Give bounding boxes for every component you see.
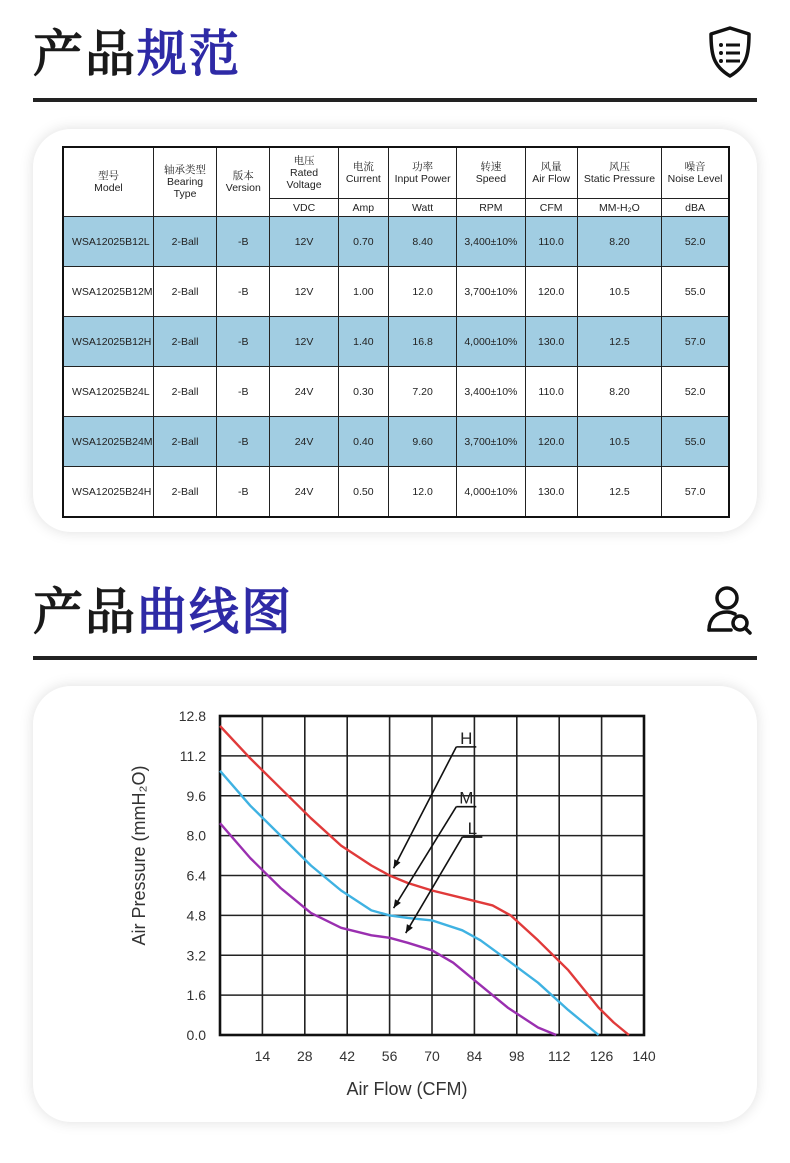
x-tick-label: 14 <box>254 1048 271 1064</box>
series-line-h <box>220 726 629 1035</box>
x-tick-label: 28 <box>297 1048 313 1064</box>
header-cell <box>270 147 338 199</box>
x-tick-label: 70 <box>424 1048 440 1064</box>
model-cell: WSA12025B12H <box>63 317 153 367</box>
unit-cell: CFM <box>525 199 577 217</box>
title-accent-part: 曲线图 <box>137 583 293 641</box>
title-dark-part: 产品 <box>33 25 137 83</box>
table-cell: 52.0 <box>662 367 729 417</box>
table-cell: 3,400±10% <box>457 367 525 417</box>
table-cell: 24V <box>270 367 338 417</box>
table-cell: -B <box>217 367 270 417</box>
annotation-arrowhead <box>394 899 401 908</box>
table-cell: 2-Ball <box>153 317 216 367</box>
header-cn: 风量 <box>540 161 562 173</box>
x-tick-label: 42 <box>339 1048 355 1064</box>
y-tick-label: 9.6 <box>186 787 206 804</box>
table-row <box>63 317 729 367</box>
header-en: Air Flow <box>532 173 571 185</box>
x-tick-label: 126 <box>589 1048 614 1064</box>
header-cn: 风压 <box>608 161 630 173</box>
table-cell: 8.20 <box>577 367 661 417</box>
table-cell: 110.0 <box>525 367 577 417</box>
title-accent-part: 规范 <box>137 25 241 83</box>
unit-cell: RPM <box>457 199 525 217</box>
header-cell <box>388 147 456 199</box>
table-cell: 2-Ball <box>153 417 216 467</box>
table-cell: 12.5 <box>577 317 661 367</box>
model-cell: WSA12025B24H <box>63 467 153 518</box>
table-cell: 24V <box>270 417 338 467</box>
header-cell <box>217 147 270 217</box>
title-dark-part: 产品 <box>33 583 137 641</box>
y-tick-label: 0.0 <box>186 1027 206 1043</box>
table-cell: 55.0 <box>662 417 729 467</box>
table-cell: 4,000±10% <box>457 467 525 518</box>
fan-pq-curve-chart <box>33 686 757 1122</box>
y-tick-label: 11.2 <box>179 747 206 764</box>
chart-card <box>33 686 757 1122</box>
y-tick-label: 8.0 <box>186 827 206 844</box>
spec-section-header <box>33 22 757 102</box>
table-cell: -B <box>217 267 270 317</box>
table-cell: 12.0 <box>388 467 456 518</box>
y-tick-label: 4.8 <box>186 907 206 924</box>
table-cell: 4,000±10% <box>457 317 525 367</box>
unit-cell: VDC <box>270 199 338 217</box>
y-tick-label: 6.4 <box>186 867 206 884</box>
table-cell: 3,400±10% <box>457 217 525 267</box>
header-cn: 版本 <box>232 170 254 182</box>
header-cell <box>457 147 525 199</box>
table-cell: 10.5 <box>577 267 661 317</box>
table-cell: 9.60 <box>388 417 456 467</box>
user-search-icon <box>705 582 755 638</box>
table-row <box>63 217 729 267</box>
header-en: Input Power <box>394 173 451 185</box>
unit-cell: dBA <box>662 199 729 217</box>
header-en: Static Pressure <box>583 173 656 185</box>
x-tick-label: 98 <box>509 1048 525 1064</box>
table-row <box>63 467 729 518</box>
header-cell <box>153 147 216 217</box>
curve-section-title <box>33 580 293 644</box>
x-axis-label: Air Flow (CFM) <box>346 1079 468 1099</box>
header-cn: 电压 <box>293 155 315 167</box>
table-cell: -B <box>217 467 270 518</box>
section-divider <box>33 656 757 660</box>
table-cell: 16.8 <box>388 317 456 367</box>
table-cell: 2-Ball <box>153 217 216 267</box>
model-cell: WSA12025B24L <box>63 367 153 417</box>
table-cell: 12.5 <box>577 467 661 518</box>
header-en: Current <box>345 173 381 185</box>
table-cell: 110.0 <box>525 217 577 267</box>
x-tick-label: 84 <box>466 1048 483 1064</box>
table-row <box>63 367 729 417</box>
header-en: Speed <box>475 173 507 185</box>
header-cell <box>63 147 153 217</box>
model-cell: WSA12025B12L <box>63 217 153 267</box>
table-row <box>63 417 729 467</box>
table-cell: 2-Ball <box>153 467 216 518</box>
curve-section-header <box>33 580 757 660</box>
table-cell: 10.5 <box>577 417 661 467</box>
header-cell <box>662 147 729 199</box>
y-tick-label: 3.2 <box>186 947 206 964</box>
header-en: Noise Level <box>667 173 723 185</box>
table-cell: 120.0 <box>525 267 577 317</box>
table-cell: 2-Ball <box>153 367 216 417</box>
header-en: Version <box>225 182 261 194</box>
curve-label-l: L <box>467 819 478 839</box>
table-cell: 0.40 <box>338 417 388 467</box>
table-cell: 3,700±10% <box>457 417 525 467</box>
table-row <box>63 267 729 317</box>
x-tick-label: 112 <box>548 1048 571 1064</box>
table-cell: 1.40 <box>338 317 388 367</box>
table-cell: 0.50 <box>338 467 388 518</box>
table-cell: 8.40 <box>388 217 456 267</box>
table-cell: 7.20 <box>388 367 456 417</box>
header-en: Model <box>94 182 123 194</box>
table-cell: 3,700±10% <box>457 267 525 317</box>
table-cell: 12.0 <box>388 267 456 317</box>
table-cell: 55.0 <box>662 267 729 317</box>
table-cell: 12V <box>270 267 338 317</box>
header-cell <box>525 147 577 199</box>
table-cell: 24V <box>270 467 338 518</box>
table-cell: 12V <box>270 317 338 367</box>
header-en: Rated Voltage <box>286 167 322 191</box>
spec-section-title <box>33 22 241 86</box>
header-en: Bearing Type <box>166 176 204 200</box>
table-cell: -B <box>217 317 270 367</box>
table-cell: 0.30 <box>338 367 388 417</box>
header-cn: 电流 <box>352 161 374 173</box>
header-cell <box>338 147 388 199</box>
model-cell: WSA12025B24M <box>63 417 153 467</box>
table-cell: -B <box>217 417 270 467</box>
curve-label-m: M <box>459 788 474 808</box>
x-tick-label: 56 <box>381 1048 398 1064</box>
table-cell: 130.0 <box>525 467 577 518</box>
spec-card <box>33 129 757 532</box>
table-cell: 8.20 <box>577 217 661 267</box>
unit-cell: MM-H₂O <box>577 199 661 217</box>
table-cell: -B <box>217 217 270 267</box>
table-cell: 12V <box>270 217 338 267</box>
table-cell: 1.00 <box>338 267 388 317</box>
header-cn: 轴承类型 <box>164 164 207 176</box>
annotation-leader <box>394 747 457 868</box>
y-axis-label: Air Pressure (mmH₂O) <box>129 765 149 946</box>
curve-label-h: H <box>460 728 473 748</box>
unit-cell: Amp <box>338 199 388 217</box>
y-tick-label: 12.8 <box>178 708 206 724</box>
y-tick-label: 1.6 <box>186 987 206 1004</box>
list-shield-icon <box>705 24 755 80</box>
model-cell: WSA12025B12M <box>63 267 153 317</box>
header-cn: 转速 <box>480 161 502 173</box>
unit-cell: Watt <box>388 199 456 217</box>
table-cell: 52.0 <box>662 217 729 267</box>
section-divider <box>33 98 757 102</box>
header-cell <box>577 147 661 199</box>
spec-table <box>62 146 730 518</box>
table-cell: 2-Ball <box>153 267 216 317</box>
x-tick-label: 140 <box>632 1048 656 1064</box>
table-cell: 130.0 <box>525 317 577 367</box>
table-cell: 0.70 <box>338 217 388 267</box>
header-cn: 噪音 <box>684 161 706 173</box>
table-cell: 120.0 <box>525 417 577 467</box>
table-cell: 57.0 <box>662 317 729 367</box>
header-cn: 功率 <box>412 161 434 173</box>
series-line-l <box>220 823 556 1035</box>
header-cn: 型号 <box>97 170 119 182</box>
table-cell: 57.0 <box>662 467 729 518</box>
